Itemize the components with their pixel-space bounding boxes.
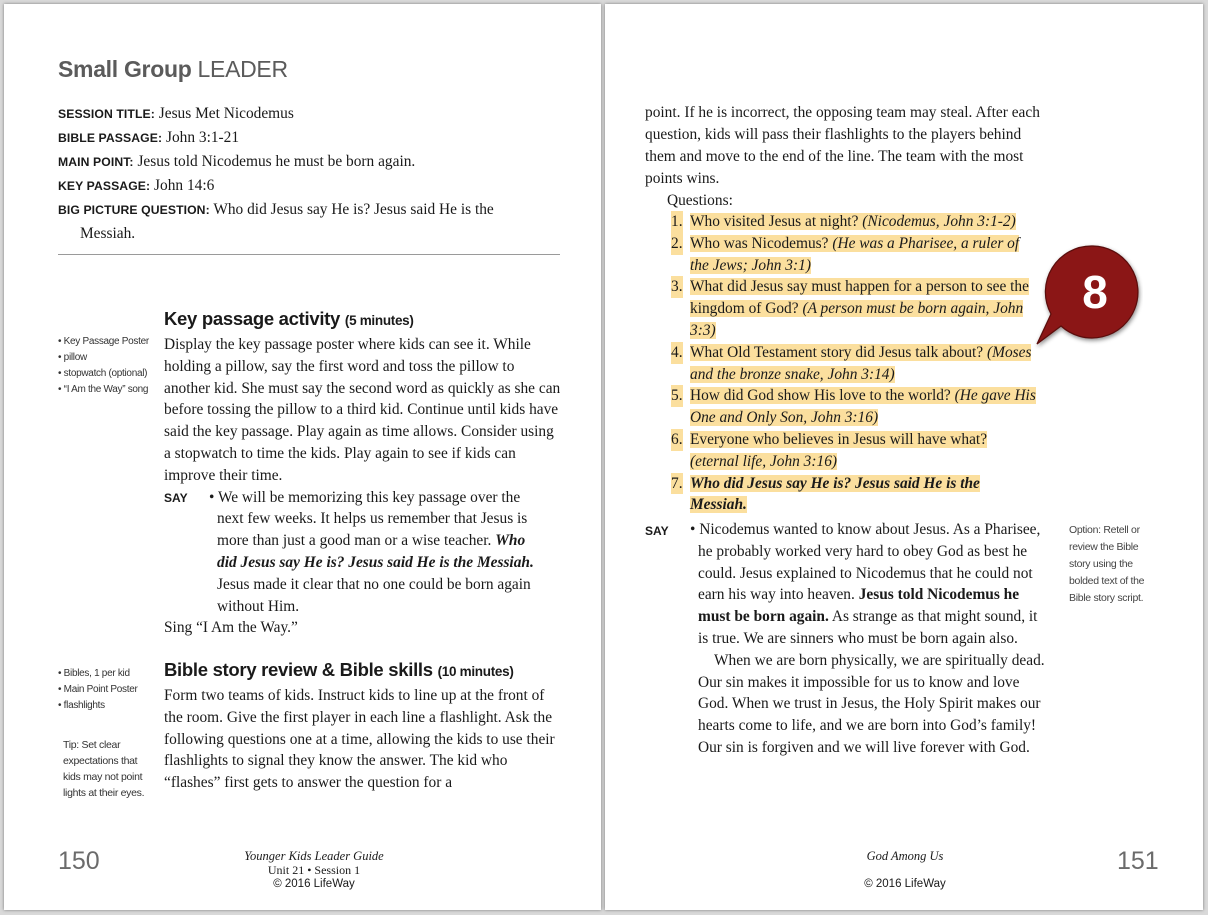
bible-passage-row xyxy=(58,126,558,150)
question-text: Everyone who believes in Jesus will have what? xyxy=(690,430,988,448)
say-paragraph-2: When we are born physically, we are spiritually dead. Our sin makes it impossible for us to know and love God. When we trust in Jesus, the Holy Spirit makes our hearts come to life, and we are born into God’s family! Our sin is forgiven and we will live forever with God. xyxy=(698,651,1045,756)
right-page xyxy=(605,4,1203,910)
main-point: Jesus told Nicodemus he must be born again. xyxy=(137,153,416,170)
supply-item: • Bibles, 1 per kid xyxy=(58,668,130,679)
session-title-row xyxy=(58,102,558,126)
bible-story-review xyxy=(164,657,562,794)
question-text: How did God show His love to the world? xyxy=(690,387,951,405)
question-answer: (He gave His One and Only Son, John 3:16) xyxy=(690,387,1036,427)
question-number: 3. xyxy=(671,276,683,298)
question-item xyxy=(667,473,1037,517)
question-number: 6. xyxy=(671,429,683,451)
supply-item: • “I Am the Way” song xyxy=(58,384,149,395)
say-text xyxy=(209,487,542,618)
question-number: 5. xyxy=(671,385,683,407)
session-title: Jesus Met Nicodemus xyxy=(158,105,294,122)
key-passage-row xyxy=(58,174,558,198)
question-number: 7. xyxy=(671,473,683,495)
page-header-title xyxy=(58,56,288,83)
supply-item: • stopwatch (optional) xyxy=(58,368,148,379)
sing-instruction: Sing “I Am the Way.” xyxy=(164,619,298,637)
key-activity-heading xyxy=(164,306,562,334)
key-activity-minutes: (5 minutes) xyxy=(344,313,414,328)
big-picture-row xyxy=(58,198,558,222)
key-passage-activity xyxy=(164,306,562,639)
question-answer: (eternal life, John 3:16) xyxy=(690,452,838,470)
big-picture-question-cont: Messiah. xyxy=(80,225,136,242)
step-callout-badge xyxy=(1033,240,1143,350)
question-text: Who visited Jesus at night? xyxy=(690,213,859,230)
key-activity-supplies xyxy=(58,334,149,398)
say-big-picture: Who did Jesus say He is? Jesus said He is the Messiah. xyxy=(217,532,534,571)
say-text-part: • Nicodemus wanted to know about Jesus. As a Pharisee, he probably worked very hard to obey God as best he could. Jesus explained to Nicodemus that he could not earn his way into heaven. xyxy=(690,521,1041,604)
supply-item: • pillow xyxy=(58,352,87,363)
say-body xyxy=(645,519,1045,759)
header-light: LEADER xyxy=(197,56,288,82)
say-paragraph-1 xyxy=(690,519,1045,650)
copyright: © 2016 LifeWay xyxy=(864,878,946,890)
question-item xyxy=(667,233,1037,277)
question-big-picture: Who did Jesus say He is? Jesus said He is the Messiah. xyxy=(690,474,980,514)
guide-title: Younger Kids Leader Guide xyxy=(244,849,384,863)
say-block-right xyxy=(645,519,1045,759)
right-footer xyxy=(815,849,995,891)
left-footer xyxy=(214,849,414,891)
say-label: SAY xyxy=(164,490,188,505)
questions-list xyxy=(667,211,1037,516)
main-point-row xyxy=(58,150,558,174)
series-title: God Among Us xyxy=(866,849,944,863)
question-item xyxy=(667,276,1037,341)
question-item xyxy=(667,211,1037,233)
big-picture-label: BIG PICTURE QUESTION: xyxy=(58,203,210,217)
page-number: 150 xyxy=(58,847,100,875)
say-main-point: Jesus told Nicodemus he must be born again. xyxy=(698,586,1020,626)
review-supplies xyxy=(58,666,138,714)
say-block xyxy=(164,487,562,618)
key-passage-label: KEY PASSAGE: xyxy=(58,179,151,193)
question-number: 1. xyxy=(671,211,683,233)
question-item xyxy=(667,429,1037,473)
review-heading xyxy=(164,657,562,685)
question-text: What Old Testament story did Jesus talk about? xyxy=(690,343,984,361)
key-activity-title: Key passage activity xyxy=(164,308,341,329)
big-picture-question: Who did Jesus say He is? Jesus said He is the xyxy=(213,201,494,218)
question-answer: (Moses and the bronze snake, John 3:14) xyxy=(690,343,1032,383)
header-divider xyxy=(58,254,560,255)
say-text-part: • We will be memorizing this key passage over the next few weeks. It helps us remember that Jesus is more than just a good man or a wise teacher. xyxy=(209,488,528,550)
question-item xyxy=(667,342,1037,386)
question-text: What did Jesus say must happen for a person to see the kingdom of God? xyxy=(690,278,1029,318)
callout-number: 8 xyxy=(1082,266,1108,318)
key-activity-body: Display the key passage poster where kids can see it. While holding a pillow, say the first word and toss the pillow to another kid. She must say the second word as quickly as she can before tossing the pillow to a third kid. Continue until kids have said the key passage. Play again as time allows. Consider using a stopwatch to time the kids. Play again to see if kids can improve their time. xyxy=(164,336,561,484)
supply-item: • flashlights xyxy=(58,700,105,711)
say-label: SAY xyxy=(645,524,669,538)
question-answer: (Nicodemus, John 3:1-2) xyxy=(862,213,1016,230)
supply-item: • Main Point Poster xyxy=(58,684,138,695)
main-point-label: MAIN POINT: xyxy=(58,155,134,169)
question-number: 2. xyxy=(671,233,683,255)
unit-session: Unit 21 • Session 1 xyxy=(267,863,361,877)
copyright: © 2016 LifeWay xyxy=(273,878,355,890)
key-passage: John 14:6 xyxy=(154,177,215,194)
tip-note: Tip: Set clear expectations that kids may not point lights at their eyes. xyxy=(63,739,145,799)
bible-passage-label: BIBLE PASSAGE: xyxy=(58,131,163,145)
supply-item: • Key Passage Poster xyxy=(58,336,149,347)
question-answer: (A person must be born again, John 3:3) xyxy=(690,300,1024,339)
bible-passage: John 3:1-21 xyxy=(165,129,240,146)
page-number: 151 xyxy=(1117,847,1159,875)
question-number: 4. xyxy=(671,342,683,364)
say-text-part: Jesus made it clear that no one could be born again without Him. xyxy=(217,575,531,615)
question-answer: (He was a Pharisee, a ruler of the Jews; John 3:1) xyxy=(690,234,1020,274)
review-title: Bible story review & Bible skills xyxy=(164,659,433,680)
left-page xyxy=(4,4,601,910)
session-title-label: SESSION TITLE: xyxy=(58,107,155,121)
question-text: Who was Nicodemus? xyxy=(690,234,829,252)
option-note: Option: Retell or review the Bible story using the bolded text of the Bible story script. xyxy=(1069,524,1145,604)
question-item xyxy=(667,385,1037,429)
questions-label: Questions: xyxy=(667,192,733,209)
review-body: Form two teams of kids. Instruct kids to line up at the front of the room. Give the first player in each line a flashlight. Ask the following questions one at a time, allowing the kids to use their flashlights to signal they know the answer. The kid who “flashes” first gets to answer the question for a xyxy=(164,687,555,792)
header-bold: Small Group xyxy=(58,56,192,82)
review-minutes: (10 minutes) xyxy=(437,664,514,679)
say-text-part: As strange as that might sound, it is true. We are sinners who must be born again also. xyxy=(698,608,1038,647)
review-continued: point. If he is incorrect, the opposing team may steal. After each question, kids will pass their flashlights to the players behind them and move to the end of the line. The team with the most points wins. xyxy=(645,104,1040,187)
session-meta xyxy=(58,102,558,245)
